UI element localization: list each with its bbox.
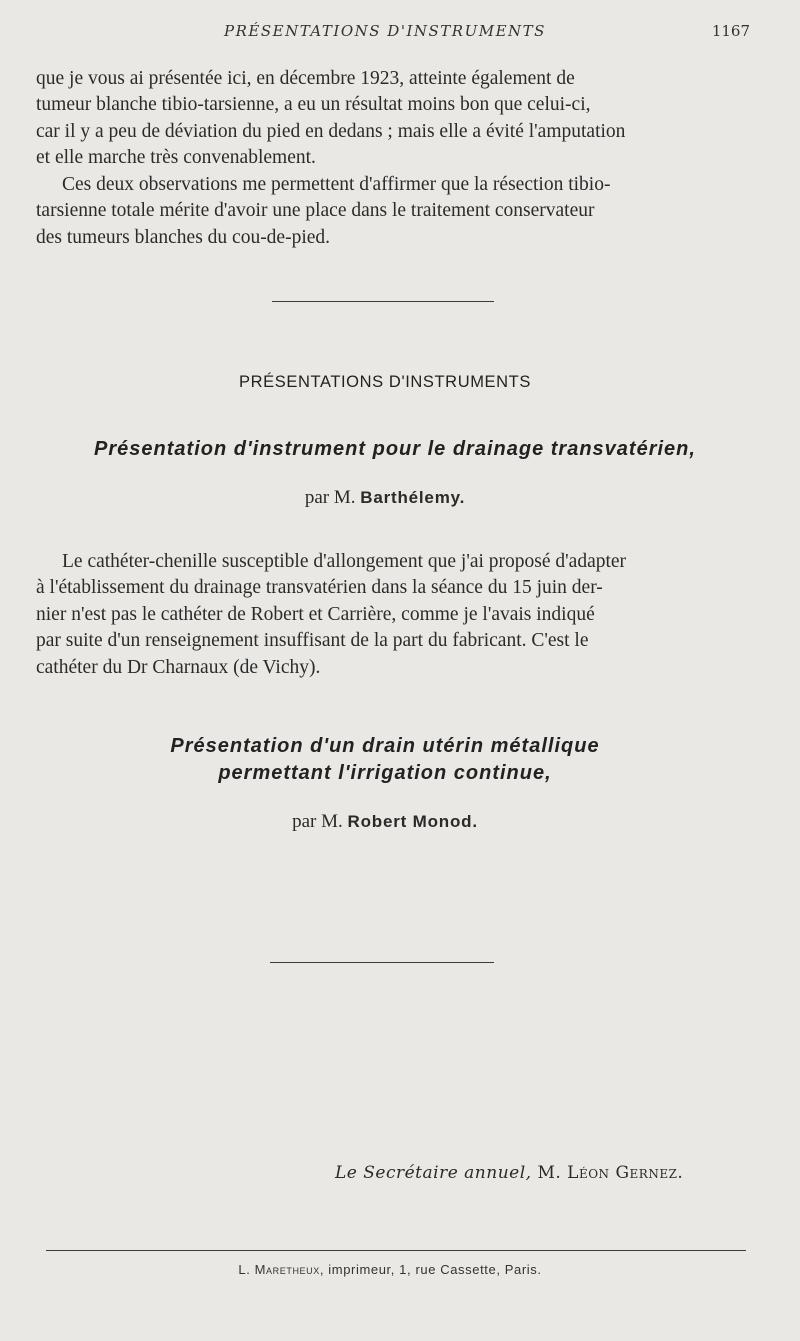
page-number: 1167 — [711, 22, 750, 40]
text-line: tarsienne totale mérite d'avoir une place dans le traitement conservateur — [36, 200, 595, 222]
section-heading: PRÉSENTATIONS D'INSTRUMENTS — [239, 373, 531, 391]
signature — [335, 1163, 755, 1183]
article1-body — [36, 549, 746, 681]
article2-byline — [0, 811, 770, 833]
signature-name-prefix: M. — [537, 1163, 562, 1183]
article2-title-line1: Présentation d'un drain utérin métallique — [170, 735, 600, 757]
text-line: que je vous ai présentée ici, en décembre 1923, atteinte également de — [36, 68, 575, 89]
continuation-paragraph — [36, 66, 746, 172]
section-divider — [272, 301, 494, 302]
text-line: cathéter du Dr Charnaux (de Vichy). — [36, 656, 321, 678]
author-name: Barthélemy. — [360, 488, 466, 507]
conclusion-paragraph — [36, 172, 746, 251]
printer-name: L. Maretheux, — [238, 1262, 325, 1277]
author-name: Robert Monod. — [347, 812, 478, 831]
byline-prefix: par M. — [292, 811, 343, 832]
running-title: PRÉSENTATIONS D'INSTRUMENTS — [224, 22, 546, 40]
signature-name: Léon Gernez. — [567, 1163, 684, 1183]
text-line: nier n'est pas le cathéter de Robert et Carrière, comme je l'avais indiqué — [36, 603, 595, 625]
text-line: à l'établissement du drainage transvatérien dans la séance du 15 juin der- — [36, 577, 603, 599]
article1-title: Présentation d'instrument pour le drainage transvatérien, — [94, 438, 696, 460]
closing-divider — [270, 962, 494, 963]
running-header — [0, 22, 800, 42]
text-line: Ces deux observations me permettent d'affirmer que la résection tibio- — [62, 174, 611, 195]
text-line: tumeur blanche tibio-tarsienne, a eu un résultat moins bon que celui-ci, — [36, 94, 591, 116]
text-line: Le cathéter-chenille susceptible d'allongement que j'ai proposé d'adapter — [62, 551, 627, 572]
printer-address: imprimeur, 1, rue Cassette, Paris. — [328, 1262, 542, 1277]
article1-byline — [0, 487, 770, 509]
text-line: des tumeurs blanches du cou-de-pied. — [36, 226, 331, 248]
signature-role: Le Secrétaire annuel, — [335, 1163, 532, 1183]
text-line: par suite d'un renseignement insuffisant de la part du fabricant. C'est le — [36, 630, 589, 652]
byline-prefix: par M. — [304, 487, 356, 508]
footer-rule — [46, 1250, 746, 1251]
article2-title-line2: permettant l'irrigation continue, — [218, 762, 552, 784]
text-line: et elle marche très convenablement. — [36, 147, 316, 169]
text-line: car il y a peu de déviation du pied en dedans ; mais elle a évité l'amputation — [36, 120, 626, 142]
printer-imprint — [0, 1262, 780, 1277]
